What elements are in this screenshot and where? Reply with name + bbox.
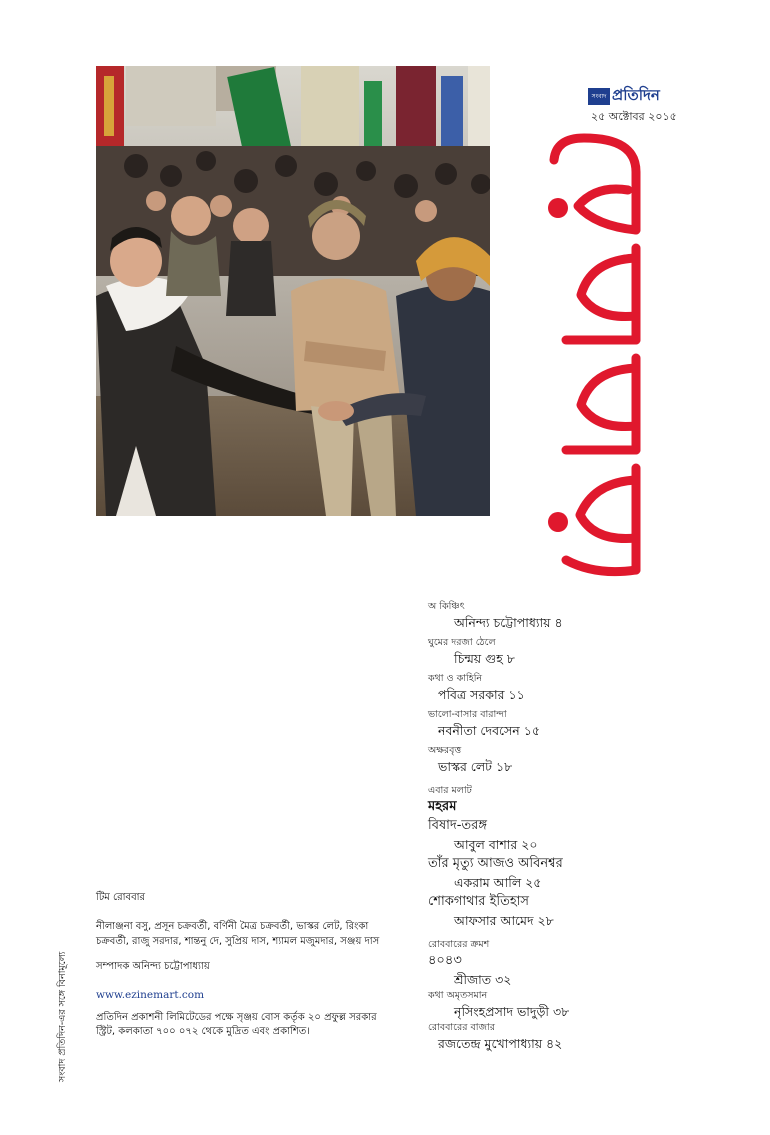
team-members: নীলাঞ্জনা বসু, প্রসূন চক্রবর্তী, বর্ণিনী মৈত্র চক্রবর্তী, ভাস্কর লেট, রিংকা চক্রবর্তী, রাজু সরদার, শান্তনু দে, সুপ্রিয় দাস, শ্যামল মজুমদার, সঞ্জয় দাস bbox=[96, 921, 380, 947]
toc-author: রজতেন্দ্র মুখোপাধ্যায় ৪২ bbox=[438, 1036, 563, 1051]
publisher-note: প্রতিদিন প্রকাশনী লিমিটেডের পক্ষে সৃঞ্জয় বোস কর্তৃক ২০ প্রফুল্ল সরকার স্ট্রিট, কলকাতা ৭০০ ০৭২ থেকে মুদ্রিত এবং প্রকাশিত। bbox=[96, 1012, 377, 1037]
toc-category: অক্ষরবৃত্ত bbox=[428, 745, 462, 756]
toc-author: ভাস্কর লেট ১৮ bbox=[438, 759, 513, 774]
editor-credit: সম্পাদক অনিন্দ্য চট্টোপাধ্যায় bbox=[96, 961, 210, 972]
team-title: টিম রোববার bbox=[96, 892, 146, 903]
brand-logo bbox=[588, 86, 660, 106]
article-author: আবুল বাশার ২০ bbox=[454, 837, 538, 852]
toc-category: রোববারের বাজার bbox=[428, 1022, 495, 1033]
toc-category: কথা অমৃতসমান bbox=[428, 990, 488, 1001]
vertical-credit: সংবাদ প্রতিদিন-এর সঙ্গে বিনামূল্যে bbox=[57, 951, 68, 1082]
website-link[interactable]: www.ezinemart.com bbox=[96, 989, 205, 1001]
toc-author: চিন্ময় গুহ ৮ bbox=[454, 651, 515, 666]
table-of-contents bbox=[428, 600, 758, 1053]
toc-author: অনিন্দ্য চট্টোপাধ্যায় ৪ bbox=[454, 615, 563, 630]
toc-author: পবিত্র সরকার ১১ bbox=[438, 687, 525, 702]
article-title: তাঁর মৃত্যু আজও অবিনশ্বর bbox=[428, 856, 563, 871]
article-author: আফসার আমেদ ২৮ bbox=[454, 913, 554, 928]
cover-photo bbox=[96, 66, 490, 516]
brand-name: প্রতিদিন bbox=[612, 85, 660, 104]
toc-category: ঘুমের দরজা ঠেলে bbox=[428, 637, 496, 648]
toc-author: নবনীতা দেবসেন ১৫ bbox=[438, 723, 540, 738]
toc-author: নৃসিংহপ্রসাদ ভাদুড়ী ৩৮ bbox=[454, 1004, 570, 1019]
toc-category: কথা ও কাহিনি bbox=[428, 673, 483, 684]
brand-badge: সংবাদ bbox=[588, 88, 610, 105]
cover-story-label: এবার মলাট bbox=[428, 785, 472, 796]
cover-photo-art bbox=[96, 66, 490, 516]
article-title: বিষাদ-তরঙ্গ bbox=[428, 818, 487, 833]
toc-category: ভালো-বাসার বারান্দা bbox=[428, 709, 507, 720]
serial-title: ৪০৪৩ bbox=[428, 953, 462, 968]
masthead-logo bbox=[536, 130, 652, 590]
cover-story-headline: মহরম bbox=[428, 799, 457, 814]
article-author: একরাম আলি ২৫ bbox=[454, 875, 542, 890]
toc-author: শ্রীজাত ৩২ bbox=[454, 972, 512, 987]
article-title: শোকগাথার ইতিহাস bbox=[428, 894, 530, 909]
toc-category: রোববারের ক্রমশ bbox=[428, 939, 490, 950]
team-imprint bbox=[96, 890, 396, 1039]
issue-date: ২৫ অক্টোবর ২০১৫ bbox=[591, 110, 677, 123]
toc-category: অ কিঞ্চিৎ bbox=[428, 601, 465, 612]
masthead-title bbox=[536, 130, 652, 590]
